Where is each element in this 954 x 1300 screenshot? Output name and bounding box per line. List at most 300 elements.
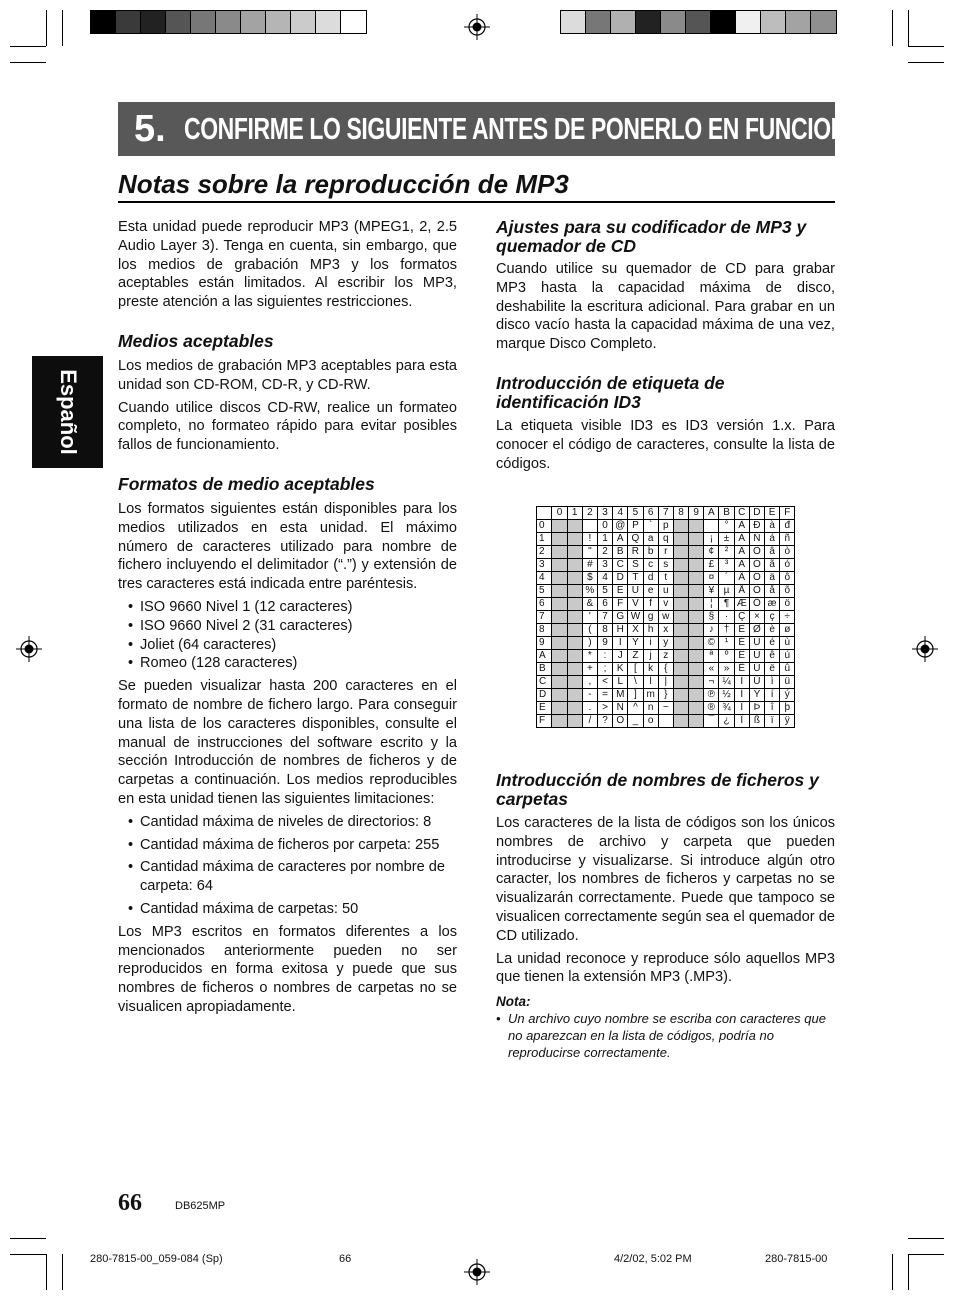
table-cell: % xyxy=(582,585,597,598)
table-cell: = xyxy=(597,689,612,702)
table-cell xyxy=(552,663,567,676)
color-swatch xyxy=(341,11,366,33)
title-rule xyxy=(118,201,835,203)
table-cell: ¿ xyxy=(719,715,734,728)
table-cell xyxy=(673,702,688,715)
table-cell: ` xyxy=(643,520,658,533)
table-row xyxy=(537,546,795,559)
crop-mark xyxy=(10,1254,46,1255)
table-cell: { xyxy=(658,663,673,676)
table-cell: o xyxy=(643,715,658,728)
row-header: 8 xyxy=(537,624,552,637)
table-cell: H xyxy=(613,624,628,637)
row-header: C xyxy=(537,676,552,689)
table-cell: ò xyxy=(780,546,795,559)
table-cell xyxy=(658,715,673,728)
table-cell: ÿ xyxy=(780,715,795,728)
names-paragraph-1: Los caracteres de la lista de códigos son los únicos nombres de archivo y carpeta que pueden introducirse y visualizarse. Si introduce algún otro caracter, los nombres de ficheros y carpetas no se visualizarán correctamente. Puede que tampoco se visualicen correctamente según sea el quemador de CD utilizado. xyxy=(496,815,835,944)
table-cell: ô xyxy=(780,572,795,585)
table-cell: 6 xyxy=(597,598,612,611)
table-cell: - xyxy=(582,689,597,702)
print-code-left: 280-7815-00_059-084 (Sp) xyxy=(90,1253,223,1265)
table-cell: ª xyxy=(704,650,719,663)
table-cell xyxy=(552,585,567,598)
table-cell: ¥ xyxy=(704,585,719,598)
table-cell: F xyxy=(613,598,628,611)
table-cell: D xyxy=(613,572,628,585)
table-cell: M xyxy=(613,689,628,702)
table-cell: 2 xyxy=(597,546,612,559)
table-cell: f xyxy=(643,598,658,611)
table-cell: ? xyxy=(597,715,612,728)
color-swatch xyxy=(241,11,266,33)
table-cell: ℗ xyxy=(704,689,719,702)
table-cell: ¤ xyxy=(704,572,719,585)
table-cell: 1 xyxy=(597,533,612,546)
table-cell: Ò xyxy=(749,546,764,559)
table-cell: ® xyxy=(704,702,719,715)
table-corner-cell xyxy=(537,507,552,520)
table-cell xyxy=(567,689,582,702)
table-row xyxy=(537,715,795,728)
table-cell xyxy=(689,689,704,702)
table-cell: N xyxy=(613,702,628,715)
table-cell: ¦ xyxy=(704,598,719,611)
row-header: A xyxy=(537,650,552,663)
color-swatch xyxy=(166,11,191,33)
encoder-paragraph: Cuando utilice su quemador de CD para grabar MP3 hasta la capacidad máxima de disco, deshabilite la escritura adicional. Para grabar en un disco vacío hasta la capacidad máxima de una vez, marque Disco Completo. xyxy=(496,261,835,353)
color-swatch xyxy=(686,11,711,33)
color-swatch xyxy=(661,11,686,33)
table-cell: $ xyxy=(582,572,597,585)
media-paragraph-1: Los medios de grabación MP3 aceptables para esta unidad son CD-ROM, CD-R, y CD-RW. xyxy=(118,357,457,393)
table-cell xyxy=(673,715,688,728)
table-cell xyxy=(567,546,582,559)
language-tab-label: Español xyxy=(55,369,81,455)
column-header: C xyxy=(734,507,749,520)
column-header: 2 xyxy=(582,507,597,520)
table-row xyxy=(537,624,795,637)
table-cell xyxy=(689,650,704,663)
table-cell: ° xyxy=(719,520,734,533)
table-cell: ~ xyxy=(658,702,673,715)
table-cell: Æ xyxy=(734,598,749,611)
table-cell: µ xyxy=(719,585,734,598)
page-title: Notas sobre la reproducción de MP3 xyxy=(118,169,569,199)
table-cell: z xyxy=(658,650,673,663)
table-cell xyxy=(689,624,704,637)
column-header: 8 xyxy=(673,507,688,520)
table-cell: é xyxy=(765,637,780,650)
table-cell: V xyxy=(628,598,643,611)
table-cell: á xyxy=(765,533,780,546)
column-header: F xyxy=(780,507,795,520)
section-number: 5. xyxy=(134,107,166,150)
table-cell xyxy=(673,533,688,546)
formats-paragraph-2: Se pueden visualizar hasta 200 caracteres en el formato de nombre de fichero largo. Para conseguir una lista de los caracteres disponibles, consulte el manual de instrucciones del software escrito y la sección Introducción de nombres de ficheros y de carpetas a continuación. Los medios reproducibles en esta unidad tienen las siguientes limitaciones: xyxy=(118,678,457,807)
row-header: E xyxy=(537,702,552,715)
column-header: D xyxy=(749,507,764,520)
column-header: B xyxy=(719,507,734,520)
table-cell: ¢ xyxy=(704,546,719,559)
table-cell: ; xyxy=(597,663,612,676)
crop-mark xyxy=(892,1254,893,1290)
table-cell: } xyxy=(658,689,673,702)
table-cell: T xyxy=(628,572,643,585)
table-cell: × xyxy=(749,611,764,624)
crop-mark xyxy=(908,1238,944,1239)
registration-mark-icon xyxy=(912,636,938,662)
formats-heading: Formatos de medio aceptables xyxy=(118,473,375,494)
encoder-heading: Ajustes para su codificador de MP3 y quemador de CD xyxy=(496,217,807,256)
table-cell: R xyxy=(628,546,643,559)
table-cell: P xyxy=(628,520,643,533)
table-cell: _ xyxy=(628,715,643,728)
column-header: 4 xyxy=(613,507,628,520)
table-cell: ¾ xyxy=(719,702,734,715)
row-header: F xyxy=(537,715,552,728)
color-calibration-bar xyxy=(90,10,367,34)
table-row xyxy=(537,572,795,585)
table-cell: > xyxy=(597,702,612,715)
list-item: • Cantidad máxima de caracteres por nombre de carpeta: 64 xyxy=(118,858,457,896)
table-cell: t xyxy=(658,572,673,585)
model-code: DB625MP xyxy=(175,1200,226,1212)
table-cell: É xyxy=(734,637,749,650)
table-cell xyxy=(673,572,688,585)
table-cell: î xyxy=(765,702,780,715)
table-cell: ¬ xyxy=(704,676,719,689)
table-cell xyxy=(673,611,688,624)
table-cell: m xyxy=(643,689,658,702)
table-cell: v xyxy=(658,598,673,611)
language-tab xyxy=(32,356,103,468)
table-cell: p xyxy=(658,520,673,533)
table-cell: Ì xyxy=(734,676,749,689)
table-cell: · xyxy=(719,611,734,624)
table-cell xyxy=(689,598,704,611)
table-cell: Ú xyxy=(749,650,764,663)
list-item: • Cantidad máxima de carpetas: 50 xyxy=(118,900,457,919)
table-cell: J xyxy=(613,650,628,663)
crop-mark xyxy=(10,46,46,47)
row-header: D xyxy=(537,689,552,702)
table-cell: ¡ xyxy=(704,533,719,546)
table-cell xyxy=(552,559,567,572)
table-cell xyxy=(552,546,567,559)
table-cell: e xyxy=(643,585,658,598)
table-cell xyxy=(673,689,688,702)
note-bullet: • xyxy=(496,1011,501,1027)
table-cell: j xyxy=(643,650,658,663)
table-cell: X xyxy=(628,624,643,637)
color-swatch xyxy=(761,11,786,33)
column-header: 3 xyxy=(597,507,612,520)
table-cell xyxy=(673,520,688,533)
table-cell: Ë xyxy=(734,663,749,676)
table-cell: A xyxy=(613,533,628,546)
table-cell xyxy=(567,637,582,650)
table-cell xyxy=(552,611,567,624)
table-cell: S xyxy=(628,559,643,572)
table-cell xyxy=(567,676,582,689)
table-cell xyxy=(567,585,582,598)
table-cell: ^ xyxy=(628,702,643,715)
table-cell: £ xyxy=(704,559,719,572)
table-cell: ú xyxy=(780,650,795,663)
color-swatch xyxy=(191,11,216,33)
table-cell: ï xyxy=(765,715,780,728)
table-cell: Ö xyxy=(749,598,764,611)
row-header: B xyxy=(537,663,552,676)
table-cell: & xyxy=(582,598,597,611)
table-cell: Ô xyxy=(749,572,764,585)
registration-mark-icon xyxy=(464,1259,490,1285)
table-row xyxy=(537,611,795,624)
table-cell: ♪ xyxy=(704,624,719,637)
table-cell: ø xyxy=(780,624,795,637)
table-cell: ã xyxy=(765,559,780,572)
table-row xyxy=(537,598,795,611)
color-swatch xyxy=(711,11,736,33)
table-cell: ¼ xyxy=(719,676,734,689)
column-header: 6 xyxy=(643,507,658,520)
table-cell: Ø xyxy=(749,624,764,637)
table-cell: U xyxy=(628,585,643,598)
table-cell: Å xyxy=(734,585,749,598)
color-swatch xyxy=(736,11,761,33)
page-number: 66 xyxy=(118,1190,142,1216)
crop-mark xyxy=(908,46,944,47)
column-header: 0 xyxy=(552,507,567,520)
table-cell: Ù xyxy=(749,637,764,650)
column-header: 9 xyxy=(689,507,704,520)
table-cell: õ xyxy=(780,585,795,598)
table-row xyxy=(537,663,795,676)
table-cell xyxy=(673,624,688,637)
crop-mark xyxy=(62,10,63,46)
right-column-top xyxy=(496,218,835,473)
table-cell: Ý xyxy=(749,689,764,702)
table-cell xyxy=(552,676,567,689)
table-cell: . xyxy=(582,702,597,715)
note-label: Nota: xyxy=(496,994,531,1010)
table-cell: Þ xyxy=(749,702,764,715)
table-cell: Ê xyxy=(734,650,749,663)
table-row xyxy=(537,689,795,702)
table-cell xyxy=(552,637,567,650)
table-cell: G xyxy=(613,611,628,624)
table-cell xyxy=(673,598,688,611)
table-cell xyxy=(567,533,582,546)
table-cell: Ï xyxy=(734,715,749,728)
crop-mark xyxy=(10,1238,46,1239)
crop-mark xyxy=(908,62,944,63)
table-row xyxy=(537,702,795,715)
limits-list xyxy=(118,813,457,919)
table-cell xyxy=(673,637,688,650)
table-cell: ] xyxy=(628,689,643,702)
table-cell: K xyxy=(613,663,628,676)
media-heading: Medios aceptables xyxy=(118,330,274,351)
table-cell: § xyxy=(704,611,719,624)
id3-heading: Introducción de etiqueta de identificación ID3 xyxy=(496,372,725,412)
table-cell xyxy=(567,520,582,533)
table-cell: ) xyxy=(582,637,597,650)
left-column xyxy=(118,218,457,1017)
table-cell: æ xyxy=(765,598,780,611)
right-column-bottom xyxy=(496,771,835,1061)
table-cell: º xyxy=(719,650,734,663)
media-paragraph-2: Cuando utilice discos CD-RW, realice un formateo completo, no formateo rápido para evitar posibles fallos de funcionamiento. xyxy=(118,399,457,454)
registration-mark-icon xyxy=(464,14,490,40)
column-header: A xyxy=(704,507,719,520)
table-cell: è xyxy=(765,624,780,637)
table-cell: † xyxy=(719,624,734,637)
table-cell: 0 xyxy=(597,520,612,533)
table-cell: " xyxy=(582,546,597,559)
table-cell: \ xyxy=(628,676,643,689)
print-date: 4/2/02, 5:02 PM xyxy=(614,1253,692,1265)
table-cell: Ñ xyxy=(749,533,764,546)
table-cell: | xyxy=(658,676,673,689)
crop-mark xyxy=(892,10,893,46)
column-header: 1 xyxy=(567,507,582,520)
table-row xyxy=(537,520,795,533)
color-swatch xyxy=(786,11,811,33)
table-cell xyxy=(567,572,582,585)
table-cell: 3 xyxy=(597,559,612,572)
list-item: • ISO 9660 Nivel 1 (12 caracteres) xyxy=(118,598,457,617)
note-item xyxy=(496,1010,835,1061)
table-row xyxy=(537,585,795,598)
table-cell xyxy=(689,637,704,650)
table-cell: B xyxy=(613,546,628,559)
crop-mark xyxy=(46,10,47,46)
table-cell: þ xyxy=(780,702,795,715)
row-header: 4 xyxy=(537,572,552,585)
table-cell xyxy=(673,650,688,663)
color-swatch xyxy=(216,11,241,33)
table-row xyxy=(537,559,795,572)
table-cell: ý xyxy=(780,689,795,702)
table-cell: 8 xyxy=(597,624,612,637)
table-cell xyxy=(552,689,567,702)
table-cell: / xyxy=(582,715,597,728)
names-paragraph-2: La unidad reconoce y reproduce sólo aquellos MP3 que tienen la extensión MP3 (.MP3). xyxy=(496,950,835,986)
table-cell xyxy=(689,676,704,689)
list-item: • Romeo (128 caracteres) xyxy=(118,654,457,673)
row-header: 5 xyxy=(537,585,552,598)
table-cell: ê xyxy=(765,650,780,663)
table-cell: í xyxy=(765,689,780,702)
table-cell: d xyxy=(643,572,658,585)
table-cell xyxy=(567,559,582,572)
table-row xyxy=(537,533,795,546)
table-cell xyxy=(689,611,704,624)
table-row xyxy=(537,676,795,689)
color-swatch xyxy=(611,11,636,33)
table-cell: r xyxy=(658,546,673,559)
list-item: • Cantidad máxima de niveles de directorios: 8 xyxy=(118,813,457,832)
table-cell: i xyxy=(643,637,658,650)
table-cell: 9 xyxy=(597,637,612,650)
table-cell: q xyxy=(658,533,673,546)
row-header: 9 xyxy=(537,637,552,650)
table-cell xyxy=(567,611,582,624)
table-cell: w xyxy=(658,611,673,624)
table-cell: ² xyxy=(719,546,734,559)
color-swatch xyxy=(116,11,141,33)
list-item: • Joliet (64 caracteres) xyxy=(118,636,457,655)
table-cell xyxy=(689,702,704,715)
table-cell: Û xyxy=(749,663,764,676)
table-cell: ë xyxy=(765,663,780,676)
table-cell: Ð xyxy=(749,520,764,533)
table-cell: ± xyxy=(719,533,734,546)
table-cell: l xyxy=(643,676,658,689)
crop-mark xyxy=(908,1254,909,1290)
character-code-table xyxy=(536,506,795,728)
table-cell xyxy=(689,715,704,728)
row-header: 1 xyxy=(537,533,552,546)
id3-paragraph: La etiqueta visible ID3 es ID3 versión 1.x. Para conocer el código de caracteres, consulte la lista de códigos. xyxy=(496,417,835,472)
table-cell: g xyxy=(643,611,658,624)
table-cell: Ã xyxy=(734,559,749,572)
table-cell: Í xyxy=(734,689,749,702)
table-cell xyxy=(689,559,704,572)
print-page: 66 xyxy=(339,1253,352,1265)
color-swatch xyxy=(811,11,836,33)
section-header xyxy=(118,102,950,156)
table-cell: : xyxy=(597,650,612,663)
table-cell: û xyxy=(780,663,795,676)
table-cell: đ xyxy=(780,520,795,533)
table-cell xyxy=(673,585,688,598)
table-cell: Á xyxy=(734,533,749,546)
table-cell: ' xyxy=(582,611,597,624)
table-cell: Õ xyxy=(749,585,764,598)
table-cell xyxy=(673,676,688,689)
table-cell: » xyxy=(719,663,734,676)
table-cell: a xyxy=(643,533,658,546)
crop-mark xyxy=(62,1254,63,1290)
formats-paragraph-3: Los MP3 escritos en formatos diferentes a los mencionados anteriormente pueden no ser reproducidos en forma exitosa y puede que sus nombres de ficheros o nombres de carpetas no se visualicen apropiadamente. xyxy=(118,923,457,1015)
table-cell: * xyxy=(582,650,597,663)
table-cell xyxy=(567,715,582,728)
table-cell: O xyxy=(613,715,628,728)
table-cell: ! xyxy=(582,533,597,546)
crop-mark xyxy=(908,1254,944,1255)
crop-mark xyxy=(46,1254,47,1290)
table-cell: © xyxy=(704,637,719,650)
table-cell: ù xyxy=(780,637,795,650)
table-row xyxy=(537,637,795,650)
table-cell: n xyxy=(643,702,658,715)
table-cell: ÷ xyxy=(780,611,795,624)
table-cell: y xyxy=(658,637,673,650)
color-swatch xyxy=(291,11,316,33)
table-cell xyxy=(567,702,582,715)
table-cell: â xyxy=(765,546,780,559)
table-cell xyxy=(567,663,582,676)
formats-paragraph-1: Los formatos siguientes están disponibles para los medios utilizados en esta unidad. El máximo número de caracteres utilizado para nombre de fichero incluyendo el delimitador (“.”) y extensión de tres caracteres está indicada entre paréntesis. xyxy=(118,500,457,593)
intro-paragraph: Esta unidad puede reproducir MP3 (MPEG1, 2, 2.5 Audio Layer 3). Tenga en cuenta, sin embargo, que los medios de grabación MP3 y los formatos aceptables están limitados. Al escribir los MP3, preste atención a las siguientes restricciones. xyxy=(118,219,457,311)
color-swatch xyxy=(266,11,291,33)
column-header: 5 xyxy=(628,507,643,520)
color-swatch xyxy=(91,11,116,33)
row-header: 3 xyxy=(537,559,552,572)
